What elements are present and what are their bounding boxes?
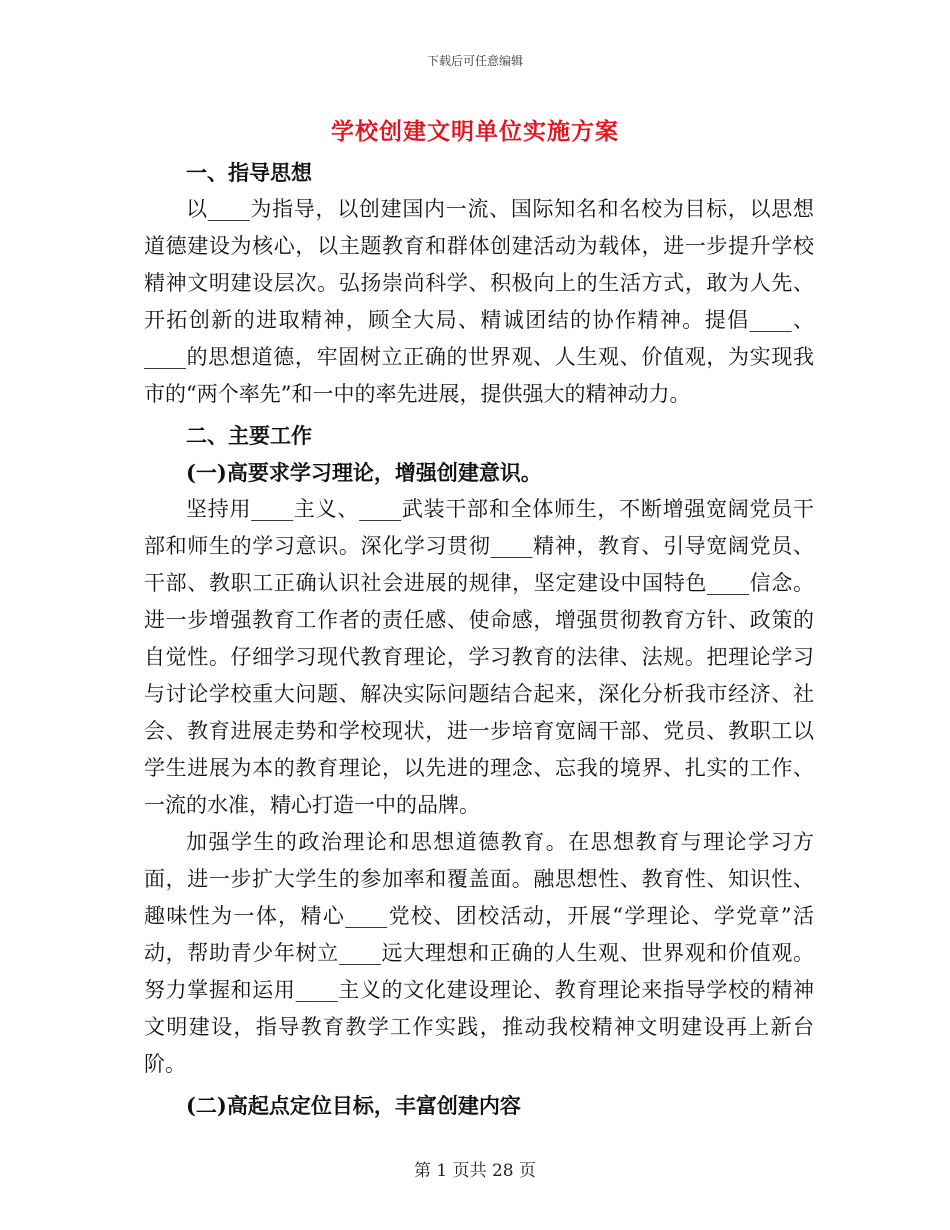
document-body xyxy=(144,154,814,1124)
section-heading-guiding-thought: 一、指导思想 xyxy=(186,160,312,185)
section-heading-main-work: 二、主要工作 xyxy=(186,423,312,448)
paragraph-theory-study: 坚持用____主义、____武装干部和全体师生，不断增强宽阔党员干部和师生的学习意识。深化学习贯彻____精神，教育、引导宽阔党员、干部、教职工正确认识社会进展的规律，坚定建设中国特色____信念。进一步增强教育工作者的责任感、使命感，增强贯彻教育方针、政策的自觉性。仔细学习现代教育理论，学习教育的法律、法规。把理论学习与讨论学校重大问题、解决实际问题结合起来，深化分析我市经济、社会、教育进展走势和学校现状，进一步培育宽阔干部、党员、教职工以学生进展为本的教育理论，以先进的理念、忘我的境界、扎实的工作、一流的水准，精心打造一中的品牌。 xyxy=(144,497,814,817)
subsection-heading-1: (一)高要求学习理论，增强创建意识。 xyxy=(186,460,542,485)
paragraph-guiding-thought: 以____为指导，以创建国内一流、国际知名和名校为目标，以思想道德建设为核心，以主题教育和群体创建活动为载体，进一步提升学校精神文明建设层次。弘扬崇尚科学、积极向上的生活方式，敢为人先、开拓创新的进取精神，顾全大局、精诚团结的协作精神。提倡____、____的思想道德，牢固树立正确的世界观、人生观、价值观，为实现我市的“两个率先”和一中的率先进展，提供强大的精神动力。 xyxy=(144,197,814,406)
page-number-footer: 第 1 页共 28 页 xyxy=(413,1161,537,1181)
subsection-heading-2: (二)高起点定位目标，丰富创建内容 xyxy=(186,1093,521,1118)
paragraph-student-education: 加强学生的政治理论和思想道德教育。在思想教育与理论学习方面，进一步扩大学生的参加率和覆盖面。融思想性、教育性、知识性、趣味性为一体，精心____党校、团校活动，开展“学理论、学党章”活动，帮助青少年树立____远大理想和正确的人生观、世界观和价值观。努力掌握和运用____主义的文化建设理论、教育理论来指导学校的精神文明建设，指导教育教学工作实践，推动我校精神文明建设再上新台阶。 xyxy=(144,830,814,1076)
document-title: 学校创建文明单位实施方案 xyxy=(331,118,619,145)
page-header-note: 下载后可任意编辑 xyxy=(426,54,523,68)
